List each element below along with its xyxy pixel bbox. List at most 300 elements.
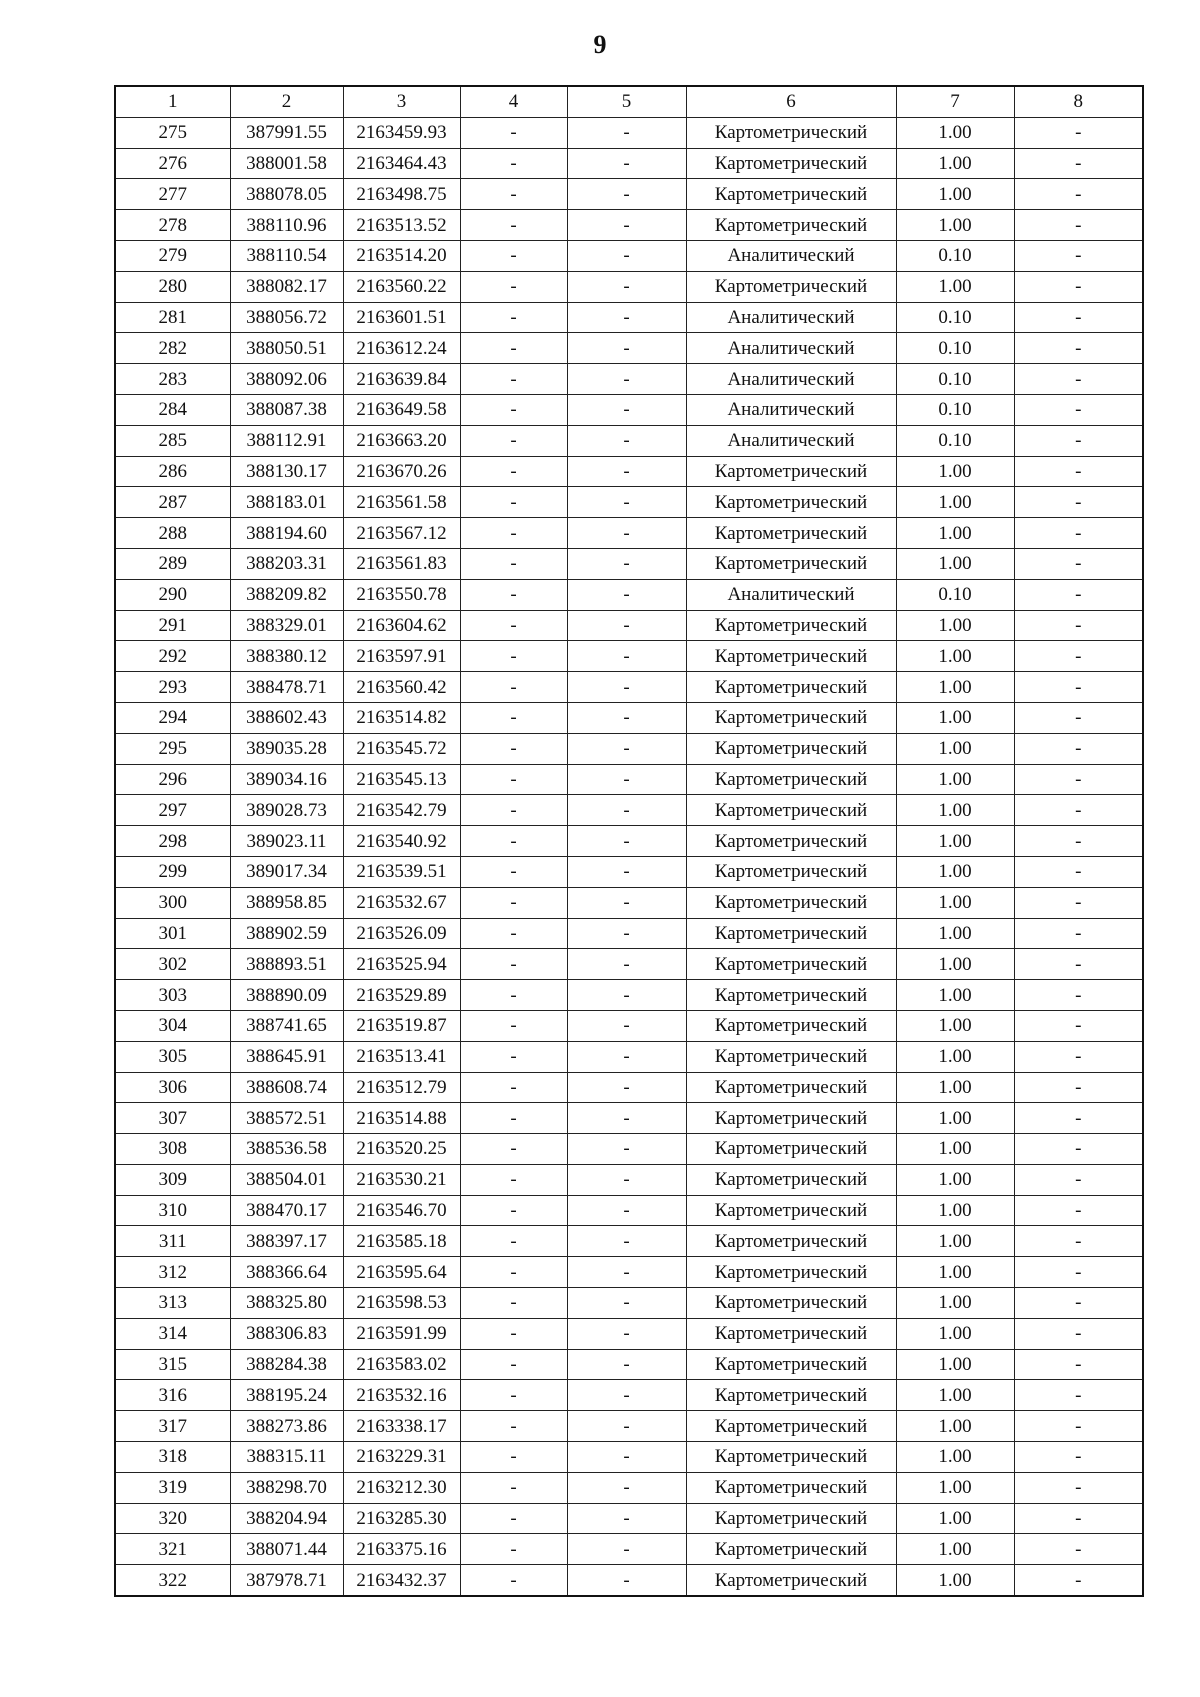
x-coordinate-cell: 388902.59 [230, 918, 343, 949]
table-row [115, 302, 1143, 333]
point-number-cell: 303 [115, 980, 230, 1011]
column-5-cell: - [567, 1349, 686, 1380]
column-5-cell: - [567, 1503, 686, 1534]
accuracy-cell: 1.00 [896, 1442, 1014, 1473]
method-cell: Картометрический [686, 1288, 896, 1319]
y-coordinate-cell: 2163560.22 [343, 271, 460, 302]
point-number-cell: 312 [115, 1257, 230, 1288]
y-coordinate-cell: 2163532.16 [343, 1380, 460, 1411]
method-cell: Аналитический [686, 333, 896, 364]
point-number-cell: 318 [115, 1442, 230, 1473]
point-number-cell: 279 [115, 240, 230, 271]
column-4-cell: - [460, 1164, 567, 1195]
method-cell: Картометрический [686, 1503, 896, 1534]
coordinates-table [114, 85, 1144, 1597]
accuracy-cell: 1.00 [896, 1257, 1014, 1288]
accuracy-cell: 1.00 [896, 1195, 1014, 1226]
accuracy-cell: 1.00 [896, 672, 1014, 703]
y-coordinate-cell: 2163432.37 [343, 1565, 460, 1596]
x-coordinate-cell: 388572.51 [230, 1103, 343, 1134]
table-row [115, 456, 1143, 487]
column-5-cell: - [567, 1103, 686, 1134]
column-header-3: 3 [343, 86, 460, 117]
method-cell: Картометрический [686, 1565, 896, 1596]
column-5-cell: - [567, 764, 686, 795]
column-5-cell: - [567, 795, 686, 826]
method-cell: Картометрический [686, 1318, 896, 1349]
accuracy-cell: 1.00 [896, 1380, 1014, 1411]
point-number-cell: 276 [115, 148, 230, 179]
y-coordinate-cell: 2163498.75 [343, 179, 460, 210]
method-cell: Аналитический [686, 579, 896, 610]
table-row [115, 672, 1143, 703]
y-coordinate-cell: 2163212.30 [343, 1472, 460, 1503]
column-5-cell: - [567, 1226, 686, 1257]
accuracy-cell: 1.00 [896, 1134, 1014, 1165]
table-row [115, 1041, 1143, 1072]
column-4-cell: - [460, 1380, 567, 1411]
column-4-cell: - [460, 487, 567, 518]
accuracy-cell: 1.00 [896, 702, 1014, 733]
column-4-cell: - [460, 1565, 567, 1596]
accuracy-cell: 1.00 [896, 1565, 1014, 1596]
method-cell: Картометрический [686, 764, 896, 795]
method-cell: Картометрический [686, 826, 896, 857]
column-5-cell: - [567, 1041, 686, 1072]
method-cell: Картометрический [686, 487, 896, 518]
y-coordinate-cell: 2163375.16 [343, 1534, 460, 1565]
y-coordinate-cell: 2163229.31 [343, 1442, 460, 1473]
column-5-cell: - [567, 980, 686, 1011]
column-8-cell: - [1014, 364, 1143, 395]
column-8-cell: - [1014, 1134, 1143, 1165]
table-row [115, 887, 1143, 918]
table-row [115, 240, 1143, 271]
method-cell: Картометрический [686, 548, 896, 579]
column-8-cell: - [1014, 610, 1143, 641]
method-cell: Картометрический [686, 1411, 896, 1442]
x-coordinate-cell: 388209.82 [230, 579, 343, 610]
x-coordinate-cell: 388050.51 [230, 333, 343, 364]
accuracy-cell: 1.00 [896, 856, 1014, 887]
table-row [115, 1565, 1143, 1596]
table-row [115, 117, 1143, 148]
table-row [115, 702, 1143, 733]
column-5-cell: - [567, 826, 686, 857]
column-4-cell: - [460, 1534, 567, 1565]
column-8-cell: - [1014, 1010, 1143, 1041]
column-header-5: 5 [567, 86, 686, 117]
table-row [115, 856, 1143, 887]
accuracy-cell: 1.00 [896, 610, 1014, 641]
column-header-1: 1 [115, 86, 230, 117]
accuracy-cell: 1.00 [896, 826, 1014, 857]
column-5-cell: - [567, 1134, 686, 1165]
table-row [115, 1503, 1143, 1534]
accuracy-cell: 0.10 [896, 425, 1014, 456]
x-coordinate-cell: 388056.72 [230, 302, 343, 333]
point-number-cell: 307 [115, 1103, 230, 1134]
point-number-cell: 280 [115, 271, 230, 302]
column-8-cell: - [1014, 702, 1143, 733]
method-cell: Аналитический [686, 240, 896, 271]
column-5-cell: - [567, 1072, 686, 1103]
x-coordinate-cell: 388071.44 [230, 1534, 343, 1565]
column-5-cell: - [567, 918, 686, 949]
x-coordinate-cell: 388273.86 [230, 1411, 343, 1442]
column-8-cell: - [1014, 1164, 1143, 1195]
column-5-cell: - [567, 240, 686, 271]
point-number-cell: 289 [115, 548, 230, 579]
column-8-cell: - [1014, 548, 1143, 579]
column-5-cell: - [567, 1318, 686, 1349]
x-coordinate-cell: 388298.70 [230, 1472, 343, 1503]
table-row [115, 518, 1143, 549]
table-row [115, 1195, 1143, 1226]
x-coordinate-cell: 388478.71 [230, 672, 343, 703]
table-row [115, 795, 1143, 826]
accuracy-cell: 0.10 [896, 302, 1014, 333]
column-4-cell: - [460, 1103, 567, 1134]
column-4-cell: - [460, 826, 567, 857]
method-cell: Картометрический [686, 1072, 896, 1103]
accuracy-cell: 1.00 [896, 487, 1014, 518]
method-cell: Картометрический [686, 1195, 896, 1226]
accuracy-cell: 1.00 [896, 1103, 1014, 1134]
accuracy-cell: 1.00 [896, 980, 1014, 1011]
point-number-cell: 308 [115, 1134, 230, 1165]
accuracy-cell: 1.00 [896, 1411, 1014, 1442]
method-cell: Картометрический [686, 1380, 896, 1411]
column-8-cell: - [1014, 210, 1143, 241]
column-4-cell: - [460, 702, 567, 733]
x-coordinate-cell: 388536.58 [230, 1134, 343, 1165]
point-number-cell: 322 [115, 1565, 230, 1596]
column-4-cell: - [460, 641, 567, 672]
accuracy-cell: 1.00 [896, 456, 1014, 487]
column-8-cell: - [1014, 394, 1143, 425]
column-5-cell: - [567, 1380, 686, 1411]
column-4-cell: - [460, 456, 567, 487]
method-cell: Картометрический [686, 148, 896, 179]
point-number-cell: 311 [115, 1226, 230, 1257]
column-8-cell: - [1014, 980, 1143, 1011]
column-8-cell: - [1014, 1226, 1143, 1257]
column-header-2: 2 [230, 86, 343, 117]
point-number-cell: 299 [115, 856, 230, 887]
y-coordinate-cell: 2163604.62 [343, 610, 460, 641]
method-cell: Картометрический [686, 610, 896, 641]
column-4-cell: - [460, 179, 567, 210]
table-row [115, 764, 1143, 795]
column-4-cell: - [460, 271, 567, 302]
point-number-cell: 291 [115, 610, 230, 641]
column-4-cell: - [460, 333, 567, 364]
column-4-cell: - [460, 1072, 567, 1103]
column-8-cell: - [1014, 302, 1143, 333]
column-4-cell: - [460, 425, 567, 456]
column-8-cell: - [1014, 1257, 1143, 1288]
table-row [115, 1534, 1143, 1565]
table-row [115, 918, 1143, 949]
column-8-cell: - [1014, 1565, 1143, 1596]
table-row [115, 1103, 1143, 1134]
x-coordinate-cell: 388204.94 [230, 1503, 343, 1534]
column-4-cell: - [460, 117, 567, 148]
column-4-cell: - [460, 1041, 567, 1072]
column-8-cell: - [1014, 856, 1143, 887]
column-4-cell: - [460, 1010, 567, 1041]
accuracy-cell: 1.00 [896, 1534, 1014, 1565]
column-4-cell: - [460, 579, 567, 610]
x-coordinate-cell: 388130.17 [230, 456, 343, 487]
point-number-cell: 315 [115, 1349, 230, 1380]
table-row [115, 1349, 1143, 1380]
column-4-cell: - [460, 148, 567, 179]
table-row [115, 610, 1143, 641]
accuracy-cell: 1.00 [896, 1503, 1014, 1534]
column-5-cell: - [567, 1195, 686, 1226]
column-5-cell: - [567, 148, 686, 179]
method-cell: Картометрический [686, 795, 896, 826]
column-4-cell: - [460, 1288, 567, 1319]
accuracy-cell: 1.00 [896, 1010, 1014, 1041]
accuracy-cell: 1.00 [896, 918, 1014, 949]
point-number-cell: 284 [115, 394, 230, 425]
x-coordinate-cell: 387978.71 [230, 1565, 343, 1596]
y-coordinate-cell: 2163567.12 [343, 518, 460, 549]
column-header-8: 8 [1014, 86, 1143, 117]
method-cell: Картометрический [686, 1164, 896, 1195]
x-coordinate-cell: 388380.12 [230, 641, 343, 672]
column-8-cell: - [1014, 1103, 1143, 1134]
point-number-cell: 287 [115, 487, 230, 518]
point-number-cell: 316 [115, 1380, 230, 1411]
x-coordinate-cell: 388195.24 [230, 1380, 343, 1411]
accuracy-cell: 1.00 [896, 210, 1014, 241]
point-number-cell: 321 [115, 1534, 230, 1565]
point-number-cell: 281 [115, 302, 230, 333]
method-cell: Аналитический [686, 364, 896, 395]
x-coordinate-cell: 388608.74 [230, 1072, 343, 1103]
method-cell: Картометрический [686, 179, 896, 210]
column-4-cell: - [460, 1472, 567, 1503]
method-cell: Картометрический [686, 949, 896, 980]
column-8-cell: - [1014, 1534, 1143, 1565]
point-number-cell: 277 [115, 179, 230, 210]
table-row [115, 364, 1143, 395]
y-coordinate-cell: 2163285.30 [343, 1503, 460, 1534]
x-coordinate-cell: 388315.11 [230, 1442, 343, 1473]
column-5-cell: - [567, 1010, 686, 1041]
x-coordinate-cell: 388092.06 [230, 364, 343, 395]
table-header-row [115, 86, 1143, 117]
y-coordinate-cell: 2163663.20 [343, 425, 460, 456]
column-5-cell: - [567, 1472, 686, 1503]
column-5-cell: - [567, 579, 686, 610]
x-coordinate-cell: 388890.09 [230, 980, 343, 1011]
column-4-cell: - [460, 949, 567, 980]
table-row [115, 1318, 1143, 1349]
y-coordinate-cell: 2163530.21 [343, 1164, 460, 1195]
column-header-7: 7 [896, 86, 1014, 117]
method-cell: Картометрический [686, 1010, 896, 1041]
point-number-cell: 301 [115, 918, 230, 949]
method-cell: Картометрический [686, 1134, 896, 1165]
method-cell: Картометрический [686, 1472, 896, 1503]
method-cell: Аналитический [686, 302, 896, 333]
column-8-cell: - [1014, 1349, 1143, 1380]
table-row [115, 949, 1143, 980]
method-cell: Картометрический [686, 980, 896, 1011]
column-4-cell: - [460, 1257, 567, 1288]
method-cell: Картометрический [686, 456, 896, 487]
column-4-cell: - [460, 394, 567, 425]
column-header-6: 6 [686, 86, 896, 117]
accuracy-cell: 1.00 [896, 1318, 1014, 1349]
method-cell: Картометрический [686, 1226, 896, 1257]
y-coordinate-cell: 2163550.78 [343, 579, 460, 610]
table-row [115, 1288, 1143, 1319]
column-5-cell: - [567, 487, 686, 518]
x-coordinate-cell: 389017.34 [230, 856, 343, 887]
point-number-cell: 297 [115, 795, 230, 826]
table-row [115, 548, 1143, 579]
accuracy-cell: 1.00 [896, 148, 1014, 179]
point-number-cell: 305 [115, 1041, 230, 1072]
column-8-cell: - [1014, 487, 1143, 518]
accuracy-cell: 1.00 [896, 795, 1014, 826]
table-row [115, 1226, 1143, 1257]
accuracy-cell: 1.00 [896, 518, 1014, 549]
x-coordinate-cell: 388110.96 [230, 210, 343, 241]
x-coordinate-cell: 388397.17 [230, 1226, 343, 1257]
y-coordinate-cell: 2163598.53 [343, 1288, 460, 1319]
column-8-cell: - [1014, 518, 1143, 549]
y-coordinate-cell: 2163542.79 [343, 795, 460, 826]
x-coordinate-cell: 388470.17 [230, 1195, 343, 1226]
y-coordinate-cell: 2163545.72 [343, 733, 460, 764]
y-coordinate-cell: 2163595.64 [343, 1257, 460, 1288]
column-8-cell: - [1014, 641, 1143, 672]
point-number-cell: 285 [115, 425, 230, 456]
table-row [115, 641, 1143, 672]
point-number-cell: 292 [115, 641, 230, 672]
y-coordinate-cell: 2163546.70 [343, 1195, 460, 1226]
column-5-cell: - [567, 856, 686, 887]
y-coordinate-cell: 2163561.58 [343, 487, 460, 518]
column-4-cell: - [460, 1134, 567, 1165]
method-cell: Картометрический [686, 1534, 896, 1565]
table-body [115, 117, 1143, 1596]
y-coordinate-cell: 2163639.84 [343, 364, 460, 395]
column-5-cell: - [567, 1565, 686, 1596]
column-4-cell: - [460, 1226, 567, 1257]
column-8-cell: - [1014, 1288, 1143, 1319]
column-5-cell: - [567, 887, 686, 918]
column-4-cell: - [460, 610, 567, 641]
column-header-4: 4 [460, 86, 567, 117]
table-row [115, 1380, 1143, 1411]
x-coordinate-cell: 389035.28 [230, 733, 343, 764]
y-coordinate-cell: 2163545.13 [343, 764, 460, 795]
column-5-cell: - [567, 733, 686, 764]
column-8-cell: - [1014, 949, 1143, 980]
column-8-cell: - [1014, 1411, 1143, 1442]
x-coordinate-cell: 388958.85 [230, 887, 343, 918]
x-coordinate-cell: 388284.38 [230, 1349, 343, 1380]
point-number-cell: 294 [115, 702, 230, 733]
table-row [115, 1472, 1143, 1503]
column-5-cell: - [567, 271, 686, 302]
column-8-cell: - [1014, 1472, 1143, 1503]
column-5-cell: - [567, 518, 686, 549]
accuracy-cell: 1.00 [896, 1041, 1014, 1072]
column-8-cell: - [1014, 1072, 1143, 1103]
accuracy-cell: 1.00 [896, 764, 1014, 795]
column-8-cell: - [1014, 117, 1143, 148]
column-4-cell: - [460, 795, 567, 826]
column-8-cell: - [1014, 425, 1143, 456]
table-row [115, 579, 1143, 610]
point-number-cell: 296 [115, 764, 230, 795]
method-cell: Картометрический [686, 672, 896, 703]
column-8-cell: - [1014, 1442, 1143, 1473]
x-coordinate-cell: 388087.38 [230, 394, 343, 425]
y-coordinate-cell: 2163585.18 [343, 1226, 460, 1257]
column-8-cell: - [1014, 1503, 1143, 1534]
x-coordinate-cell: 388645.91 [230, 1041, 343, 1072]
method-cell: Картометрический [686, 518, 896, 549]
x-coordinate-cell: 388082.17 [230, 271, 343, 302]
x-coordinate-cell: 387991.55 [230, 117, 343, 148]
x-coordinate-cell: 388366.64 [230, 1257, 343, 1288]
x-coordinate-cell: 388110.54 [230, 240, 343, 271]
y-coordinate-cell: 2163519.87 [343, 1010, 460, 1041]
column-5-cell: - [567, 302, 686, 333]
column-4-cell: - [460, 980, 567, 1011]
method-cell: Картометрический [686, 210, 896, 241]
accuracy-cell: 1.00 [896, 548, 1014, 579]
x-coordinate-cell: 388306.83 [230, 1318, 343, 1349]
x-coordinate-cell: 389023.11 [230, 826, 343, 857]
table-row [115, 271, 1143, 302]
y-coordinate-cell: 2163532.67 [343, 887, 460, 918]
y-coordinate-cell: 2163539.51 [343, 856, 460, 887]
column-5-cell: - [567, 702, 686, 733]
accuracy-cell: 0.10 [896, 364, 1014, 395]
y-coordinate-cell: 2163670.26 [343, 456, 460, 487]
column-5-cell: - [567, 610, 686, 641]
table-row [115, 179, 1143, 210]
column-4-cell: - [460, 672, 567, 703]
column-5-cell: - [567, 641, 686, 672]
method-cell: Аналитический [686, 394, 896, 425]
column-8-cell: - [1014, 1318, 1143, 1349]
point-number-cell: 286 [115, 456, 230, 487]
method-cell: Картометрический [686, 702, 896, 733]
column-5-cell: - [567, 364, 686, 395]
point-number-cell: 309 [115, 1164, 230, 1195]
column-4-cell: - [460, 364, 567, 395]
column-4-cell: - [460, 1411, 567, 1442]
point-number-cell: 295 [115, 733, 230, 764]
y-coordinate-cell: 2163601.51 [343, 302, 460, 333]
point-number-cell: 304 [115, 1010, 230, 1041]
x-coordinate-cell: 388602.43 [230, 702, 343, 733]
point-number-cell: 319 [115, 1472, 230, 1503]
table-row [115, 487, 1143, 518]
